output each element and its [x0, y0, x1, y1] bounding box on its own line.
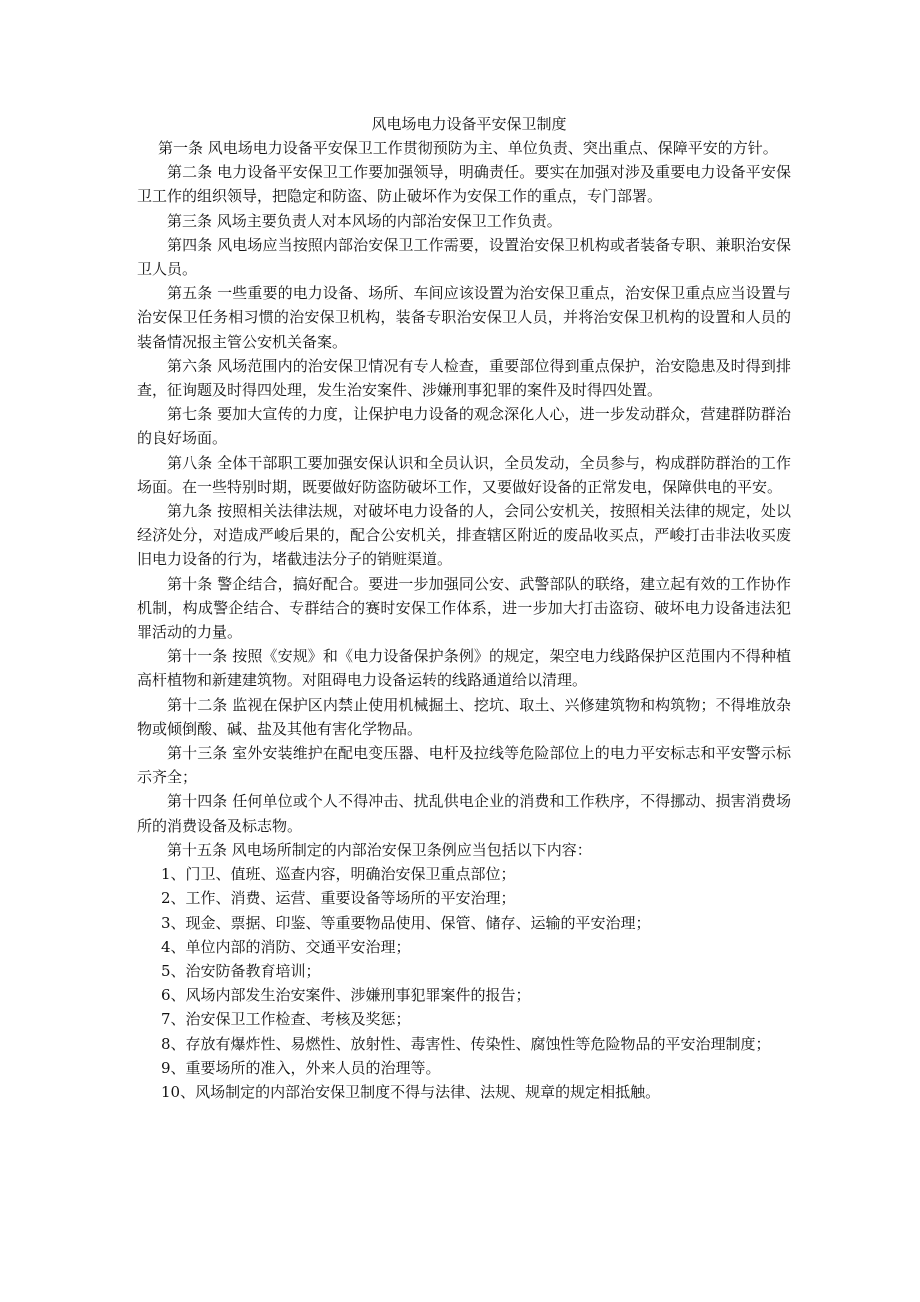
article-10: 第十条 警企结合，搞好配合。要进一步加强同公安、武警部队的联络，建立起有效的工作协作机制，构成警企结合、专群结合的赛时安保工作体系，进一步加大打击盗窃、破坏电力设备违法犯罪活动的力量。	[137, 574, 791, 642]
list-item-5: 5、治安防备教育培训；	[161, 961, 321, 980]
list-item-7: 7、治安保卫工作检查、考核及奖惩；	[161, 1010, 411, 1029]
article-1: 第一条 风电场电力设备平安保卫工作贯彻预防为主、单位负责、突出重点、保障平安的方针。	[158, 139, 778, 157]
list-item-1: 1、门卫、值班、巡查内容，明确治安保卫重点部位；	[161, 865, 516, 884]
article-8: 第八条 全体干部职工要加强安保认识和全员认识，全员发动，全员参与，构成群防群治的工作场面。在一些特别时期，既要做好防盗防破坏工作，又要做好设备的正常发电，保障供电的平安。	[137, 453, 791, 496]
article-2: 第二条 电力设备平安保卫工作要加强领导，明确责任。要实在加强对涉及重要电力设备平安保卫工作的组织领导，把隐定和防盗、防止破坏作为安保工作的重点，专门部署。	[137, 163, 791, 206]
article-6: 第六条 风场范围内的治安保卫情况有专人检查，重要部位得到重点保护，治安隐患及时得到排查，征询题及时得四处理，发生治安案件、涉嫌刑事犯罪的案件及时得四处置。	[137, 356, 791, 400]
article-4: 第四条 风电场应当按照内部治安保卫工作需要，设置治安保卫机构或者装备专职、兼职治安保卫人员。	[137, 235, 791, 279]
article-13: 第十三条 室外安装维护在配电变压器、电杆及拉线等危险部位上的电力平安标志和平安警示标示齐全；	[137, 744, 791, 787]
list-item-3: 3、现金、票据、印鉴、等重要物品使用、保管、储存、运输的平安治理；	[161, 913, 651, 932]
article-7: 第七条 要加大宣传的力度，让保护电力设备的观念深化人心，进一步发动群众，营建群防群治的良好场面。	[137, 405, 791, 448]
list-item-8: 8、存放有爆炸性、易燃性、放射性、毒害性、传染性、腐蚀性等危险物品的平安治理制度；	[161, 1034, 771, 1053]
article-5: 第五条 一些重要的电力设备、场所、车间应该设置为治安保卫重点，治安保卫重点应当设置与治安保卫任务相习惯的治安保卫机构，装备专职治安保卫人员，并将治安保卫机构的设置和人员的装备情况报主管公安机关备案。	[137, 284, 791, 351]
article-12: 第十二条 监视在保护区内禁止使用机械掘土、挖坑、取土、兴修建筑物和构筑物；不得堆放杂物或倾倒酸、碱、盐及其他有害化学物品。	[137, 695, 791, 738]
list-item-6: 6、风场内部发生治安案件、涉嫌刑事犯罪案件的报告；	[161, 986, 531, 1005]
article-11: 第十一条 按照《安规》和《电力设备保护条例》的规定，架空电力线路保护区范围内不得种植高杆植物和新建建筑物。对阻碍电力设备运转的线路通道给以清理。	[137, 647, 791, 690]
list-item-9: 9、重要场所的准入，外来人员的治理等。	[161, 1058, 441, 1077]
list-item-10: 10、风场制定的内部治安保卫制度不得与法律、法规、规章的规定相抵触。	[161, 1082, 661, 1101]
article-9: 第九条 按照相关法律法规，对破坏电力设备的人，会同公安机关，按照相关法律的规定，处以经济处分，对造成严峻后果的，配合公安机关，排查辖区附近的废品收买点，严峻打击非法收买废旧电力设备的行为，堵截违法分子的销赃渠道。	[137, 502, 791, 569]
list-item-2: 2、工作、消费、运营、重要设备等场所的平安治理；	[161, 889, 516, 908]
list-item-4: 4、单位内部的消防、交通平安治理；	[161, 937, 411, 956]
article-3: 第三条 风场主要负责人对本风场的内部治安保卫工作负责。	[167, 211, 562, 230]
article-14: 第十四条 任何单位或个人不得冲击、扰乱供电企业的消费和工作秩序，不得挪动、损害消费场所的消费设备及标志物。	[137, 792, 791, 835]
document-page	[137, 112, 791, 1104]
document-title: 风电场电力设备平安保卫制度	[371, 115, 567, 133]
article-15: 第十五条 风电场所制定的内部治安保卫条例应当包括以下内容：	[167, 840, 592, 859]
